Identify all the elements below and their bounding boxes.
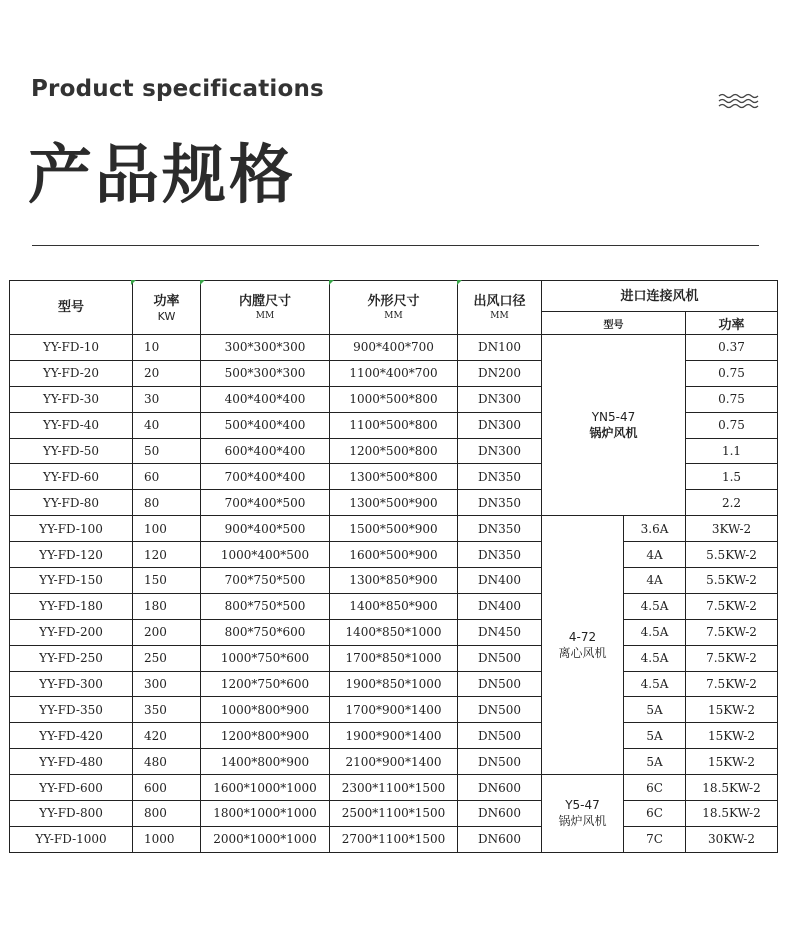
inner-size-cell: 1600*1000*1000 xyxy=(201,775,330,801)
outlet-cell: DN450 xyxy=(458,619,542,645)
inner-size-cell: 900*400*500 xyxy=(201,516,330,542)
outer-size-cell: 1700*900*1400 xyxy=(330,697,458,723)
power-cell: 800 xyxy=(133,801,201,827)
fan-power-cell: 1.5 xyxy=(686,464,778,490)
fan-group-cell xyxy=(542,335,686,516)
outlet-cell: DN350 xyxy=(458,516,542,542)
inner-size-cell: 800*750*600 xyxy=(201,619,330,645)
fan-power-cell: 3KW-2 xyxy=(686,516,778,542)
fan-group-model: Y5-47 xyxy=(565,798,600,813)
power-cell: 60 xyxy=(133,464,201,490)
outer-size-cell: 1000*500*800 xyxy=(330,386,458,412)
fan-group-model: YN5-47 xyxy=(591,410,636,425)
outer-size-cell: 1100*500*800 xyxy=(330,412,458,438)
header-outlet-diameter: 出风口径 MM xyxy=(458,281,542,335)
header-corner-mark xyxy=(457,280,462,285)
fan-model-cell: 4.5A xyxy=(624,619,686,645)
header-power-unit: KW xyxy=(157,309,176,323)
inner-size-cell: 700*400*400 xyxy=(201,464,330,490)
fan-power-cell: 7.5KW-2 xyxy=(686,645,778,671)
model-cell: YY-FD-60 xyxy=(10,464,133,490)
fan-model-cell: 6C xyxy=(624,775,686,801)
power-cell: 1000 xyxy=(133,826,201,852)
inner-size-cell: 1400*800*900 xyxy=(201,749,330,775)
outer-size-cell: 1500*500*900 xyxy=(330,516,458,542)
fan-model-cell: 7C xyxy=(624,826,686,852)
fan-power-cell: 0.37 xyxy=(686,335,778,361)
model-cell: YY-FD-300 xyxy=(10,671,133,697)
header-corner-mark xyxy=(131,280,136,285)
power-cell: 350 xyxy=(133,697,201,723)
inner-size-cell: 600*400*400 xyxy=(201,438,330,464)
fan-power-cell: 1.1 xyxy=(686,438,778,464)
page-title-english: Product specifications xyxy=(31,76,324,102)
inner-size-cell: 800*750*500 xyxy=(201,593,330,619)
fan-model-cell: 4.5A xyxy=(624,593,686,619)
model-cell: YY-FD-350 xyxy=(10,697,133,723)
power-cell: 50 xyxy=(133,438,201,464)
fan-group-cell xyxy=(542,775,624,853)
power-cell: 120 xyxy=(133,542,201,568)
inner-size-cell: 500*400*400 xyxy=(201,412,330,438)
outlet-cell: DN350 xyxy=(458,542,542,568)
outer-size-cell: 2700*1100*1500 xyxy=(330,826,458,852)
inner-size-cell: 700*750*500 xyxy=(201,568,330,594)
model-cell: YY-FD-100 xyxy=(10,516,133,542)
header-outer-unit: MM xyxy=(384,311,403,321)
model-cell: YY-FD-180 xyxy=(10,593,133,619)
power-cell: 100 xyxy=(133,516,201,542)
outlet-cell: DN300 xyxy=(458,386,542,412)
page-title-chinese: 产品规格 xyxy=(28,139,296,213)
power-cell: 40 xyxy=(133,412,201,438)
model-cell: YY-FD-200 xyxy=(10,619,133,645)
model-cell: YY-FD-480 xyxy=(10,749,133,775)
table-row xyxy=(10,775,778,801)
header-inlet-fan: 进口连接风机 xyxy=(542,281,778,312)
outlet-cell: DN400 xyxy=(458,568,542,594)
fan-group-type: 离心风机 xyxy=(558,646,607,661)
power-cell: 180 xyxy=(133,593,201,619)
power-cell: 480 xyxy=(133,749,201,775)
power-cell: 200 xyxy=(133,619,201,645)
table-row xyxy=(10,697,778,723)
table-row xyxy=(10,619,778,645)
spec-table xyxy=(9,280,778,853)
inner-size-cell: 300*300*300 xyxy=(201,335,330,361)
fan-power-cell: 15KW-2 xyxy=(686,749,778,775)
table-row xyxy=(10,542,778,568)
outer-size-cell: 1700*850*1000 xyxy=(330,645,458,671)
fan-group-cell xyxy=(542,516,624,775)
fan-model-cell: 3.6A xyxy=(624,516,686,542)
header-power: 功率 KW xyxy=(133,281,201,335)
inner-size-cell: 2000*1000*1000 xyxy=(201,826,330,852)
table-row xyxy=(10,645,778,671)
inner-size-cell: 1200*750*600 xyxy=(201,671,330,697)
outlet-cell: DN300 xyxy=(458,412,542,438)
model-cell: YY-FD-80 xyxy=(10,490,133,516)
outlet-cell: DN500 xyxy=(458,723,542,749)
header-outlet-unit: MM xyxy=(490,311,509,321)
fan-power-cell: 0.75 xyxy=(686,360,778,386)
model-cell: YY-FD-30 xyxy=(10,386,133,412)
divider-line xyxy=(32,245,759,246)
outlet-cell: DN600 xyxy=(458,826,542,852)
outer-size-cell: 2500*1100*1500 xyxy=(330,801,458,827)
outlet-cell: DN350 xyxy=(458,490,542,516)
fan-power-cell: 0.75 xyxy=(686,386,778,412)
power-cell: 250 xyxy=(133,645,201,671)
fan-group-type: 锅炉风机 xyxy=(558,814,607,829)
model-cell: YY-FD-50 xyxy=(10,438,133,464)
power-cell: 300 xyxy=(133,671,201,697)
outer-size-cell: 1100*400*700 xyxy=(330,360,458,386)
power-cell: 150 xyxy=(133,568,201,594)
outer-size-cell: 1900*900*1400 xyxy=(330,723,458,749)
power-cell: 30 xyxy=(133,386,201,412)
outer-size-cell: 1400*850*900 xyxy=(330,593,458,619)
outlet-cell: DN500 xyxy=(458,671,542,697)
inner-size-cell: 1000*800*900 xyxy=(201,697,330,723)
fan-power-cell: 7.5KW-2 xyxy=(686,619,778,645)
outlet-cell: DN100 xyxy=(458,335,542,361)
fan-power-cell: 2.2 xyxy=(686,490,778,516)
fan-power-cell: 7.5KW-2 xyxy=(686,671,778,697)
model-cell: YY-FD-800 xyxy=(10,801,133,827)
header-outer-size: 外形尺寸 MM xyxy=(330,281,458,335)
fan-group-model: 4-72 xyxy=(568,630,597,645)
inner-size-cell: 400*400*400 xyxy=(201,386,330,412)
outer-size-cell: 1300*850*900 xyxy=(330,568,458,594)
model-cell: YY-FD-20 xyxy=(10,360,133,386)
model-cell: YY-FD-10 xyxy=(10,335,133,361)
outer-size-cell: 2300*1100*1500 xyxy=(330,775,458,801)
header-fan-model: 型号 xyxy=(542,312,686,335)
inner-size-cell: 500*300*300 xyxy=(201,360,330,386)
table-row xyxy=(10,723,778,749)
inner-size-cell: 700*400*500 xyxy=(201,490,330,516)
model-cell: YY-FD-250 xyxy=(10,645,133,671)
header-fan-power: 功率 xyxy=(686,312,778,335)
header-inner-unit: MM xyxy=(255,311,275,321)
table-row xyxy=(10,749,778,775)
table-header-row xyxy=(10,281,778,312)
outlet-cell: DN500 xyxy=(458,645,542,671)
fan-model-cell: 5A xyxy=(624,723,686,749)
model-cell: YY-FD-600 xyxy=(10,775,133,801)
table-row xyxy=(10,801,778,827)
power-cell: 20 xyxy=(133,360,201,386)
fan-model-cell: 4A xyxy=(624,568,686,594)
table-row xyxy=(10,335,778,361)
fan-model-cell: 5A xyxy=(624,749,686,775)
header-inner-size: 内膛尺寸 MM xyxy=(201,281,330,335)
model-cell: YY-FD-150 xyxy=(10,568,133,594)
inner-size-cell: 1200*800*900 xyxy=(201,723,330,749)
header-model: 型号 xyxy=(10,281,133,335)
fan-power-cell: 30KW-2 xyxy=(686,826,778,852)
inner-size-cell: 1000*400*500 xyxy=(201,542,330,568)
fan-model-cell: 5A xyxy=(624,697,686,723)
table-row xyxy=(10,593,778,619)
fan-power-cell: 0.75 xyxy=(686,412,778,438)
power-cell: 80 xyxy=(133,490,201,516)
outer-size-cell: 2100*900*1400 xyxy=(330,749,458,775)
fan-model-cell: 4A xyxy=(624,542,686,568)
fan-model-cell: 4.5A xyxy=(624,645,686,671)
outlet-cell: DN300 xyxy=(458,438,542,464)
header-corner-mark xyxy=(329,280,334,285)
outlet-cell: DN600 xyxy=(458,801,542,827)
fan-power-cell: 7.5KW-2 xyxy=(686,593,778,619)
outer-size-cell: 1900*850*1000 xyxy=(330,671,458,697)
outer-size-cell: 1400*850*1000 xyxy=(330,619,458,645)
fan-power-cell: 5.5KW-2 xyxy=(686,568,778,594)
outlet-cell: DN350 xyxy=(458,464,542,490)
outlet-cell: DN500 xyxy=(458,749,542,775)
outer-size-cell: 1600*500*900 xyxy=(330,542,458,568)
model-cell: YY-FD-120 xyxy=(10,542,133,568)
table-row xyxy=(10,568,778,594)
inner-size-cell: 1800*1000*1000 xyxy=(201,801,330,827)
model-cell: YY-FD-40 xyxy=(10,412,133,438)
fan-power-cell: 15KW-2 xyxy=(686,697,778,723)
power-cell: 420 xyxy=(133,723,201,749)
table-row xyxy=(10,826,778,852)
power-cell: 10 xyxy=(133,335,201,361)
table-row xyxy=(10,671,778,697)
fan-model-cell: 4.5A xyxy=(624,671,686,697)
table-row xyxy=(10,516,778,542)
fan-power-cell: 18.5KW-2 xyxy=(686,801,778,827)
header-corner-mark xyxy=(200,280,205,285)
wave-lines-icon xyxy=(718,92,760,110)
fan-power-cell: 15KW-2 xyxy=(686,723,778,749)
outlet-cell: DN600 xyxy=(458,775,542,801)
fan-power-cell: 18.5KW-2 xyxy=(686,775,778,801)
outlet-cell: DN200 xyxy=(458,360,542,386)
outlet-cell: DN400 xyxy=(458,593,542,619)
inner-size-cell: 1000*750*600 xyxy=(201,645,330,671)
model-cell: YY-FD-1000 xyxy=(10,826,133,852)
outlet-cell: DN500 xyxy=(458,697,542,723)
outer-size-cell: 1200*500*800 xyxy=(330,438,458,464)
model-cell: YY-FD-420 xyxy=(10,723,133,749)
fan-power-cell: 5.5KW-2 xyxy=(686,542,778,568)
outer-size-cell: 900*400*700 xyxy=(330,335,458,361)
fan-group-type: 锅炉风机 xyxy=(589,426,638,441)
power-cell: 600 xyxy=(133,775,201,801)
outer-size-cell: 1300*500*900 xyxy=(330,490,458,516)
outer-size-cell: 1300*500*800 xyxy=(330,464,458,490)
fan-model-cell: 6C xyxy=(624,801,686,827)
